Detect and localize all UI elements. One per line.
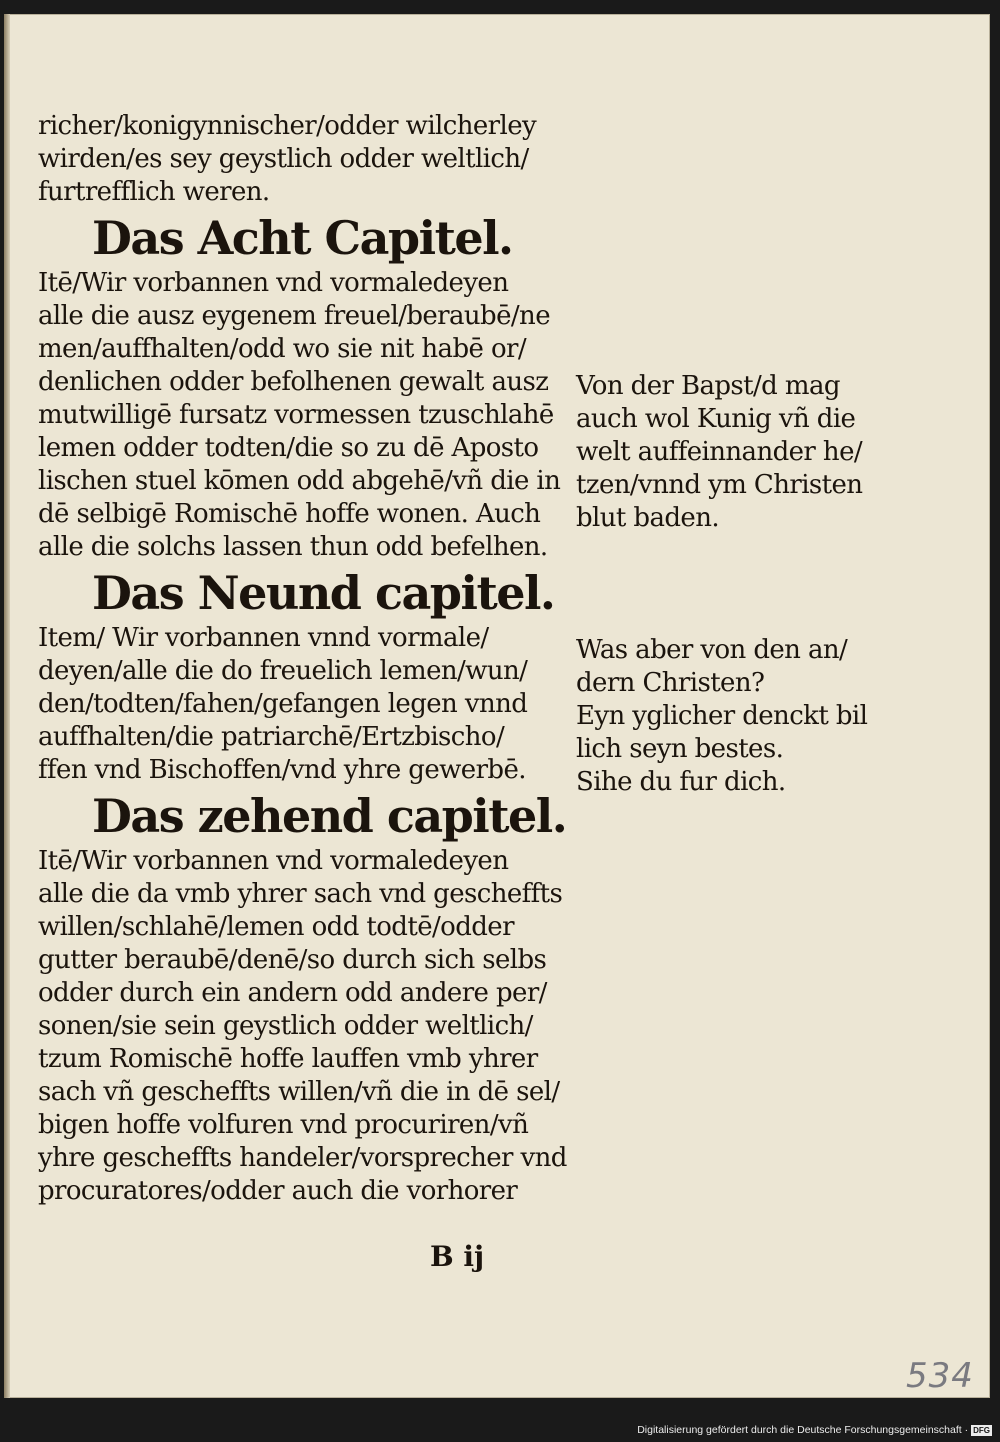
chapter-heading-9: Das Neund capitel. [92,566,555,620]
text-line: sach vñ gescheffts willen/vñ die in dē sel/ [38,1077,560,1107]
text-line: lischen stuel kōmen odd abgehē/vñ die in [38,466,561,496]
text-line: mutwilligē fursatz vormessen tzuschlahē [38,400,554,430]
text-line: willen/schlahē/lemen odd todtē/odder [38,912,514,942]
text-line: blut baden. [576,503,720,533]
text-line: tzen/vnnd ym Christen [576,470,863,500]
text-line: Itē/Wir vorbannen vnd vormaledeyen [38,268,509,298]
text-line: bigen hoffe volfuren vnd procuriren/vñ [38,1110,529,1140]
text-line: richer/konigynnischer/odder wilcherley [38,111,537,141]
text-block-intro [38,110,584,209]
text-block-chapter-9 [38,622,584,787]
text-line: dē selbigē Romischē hoffe wonen. Auch [38,499,541,529]
text-line: odder durch ein andern odd andere per/ [38,978,547,1008]
text-line: tzum Romischē hoffe lauffen vmb yhrer [38,1044,538,1074]
chapter-heading-10: Das zehend capitel. [92,789,567,843]
text-line: yhre gescheffts handeler/vorsprecher vnd [38,1143,567,1173]
text-line: lich seyn bestes. [576,734,784,764]
text-line: sonen/sie sein geystlich odder weltlich/ [38,1011,533,1041]
text-line: dern Christen? [576,668,765,698]
digitization-footer [637,1424,992,1436]
text-line: men/auffhalten/odd wo sie nit habē or/ [38,334,526,364]
text-line: wirden/es sey geystlich odder weltlich/ [38,144,529,174]
main-text-column [38,110,584,1208]
text-line: ffen vnd Bischoffen/vnd yhre gewerbē. [38,755,526,785]
marginal-note-pope [576,370,896,535]
text-line: lemen odder todten/die so zu dē Aposto [38,433,539,463]
text-line: welt auffeinnander he/ [576,437,863,467]
signature-mark: B ij [430,1240,485,1273]
text-line: den/todten/fahen/gefangen legen vnnd [38,689,528,719]
text-line: Was aber von den an/ [576,635,848,665]
marginal-note-christians [576,634,896,799]
text-line: Eyn yglicher denckt bil [576,701,868,731]
chapter-heading-8: Das Acht Capitel. [92,211,513,265]
text-line: alle die da vmb yhrer sach vnd gescheffts [38,879,563,909]
text-block-chapter-10 [38,845,584,1208]
text-line: procuratores/odder auch die vorhorer [38,1176,518,1206]
text-line: denlichen odder befolhenen gewalt ausz [38,367,549,397]
text-block-chapter-8 [38,267,584,564]
text-line: Itē/Wir vorbannen vnd vormaledeyen [38,846,509,876]
text-line: alle die solchs lassen thun odd befelhen. [38,532,548,562]
text-line: furtrefflich weren. [38,177,270,207]
text-line: auffhalten/die patriarchē/Ertzbischo/ [38,722,505,752]
text-line: auch wol Kunig vñ die [576,404,856,434]
text-line: Von der Bapst/d mag [576,371,840,401]
text-line: alle die ausz eygenem freuel/beraubē/ne [38,301,550,331]
folio-number: 534 [906,1356,974,1396]
binding-shadow [4,14,10,1398]
text-line: Sihe du fur dich. [576,767,786,797]
text-line: deyen/alle die do freuelich lemen/wun/ [38,656,528,686]
book-page [4,14,990,1398]
dfg-logo-icon: DFG [973,1425,990,1435]
text-line: gutter beraubē/denē/so durch sich selbs [38,945,547,975]
footer-text: Digitalisierung gefördert durch die Deutsche Forschungsgemeinschaft · [637,1424,969,1436]
text-line: Item/ Wir vorbannen vnnd vormale/ [38,623,489,653]
